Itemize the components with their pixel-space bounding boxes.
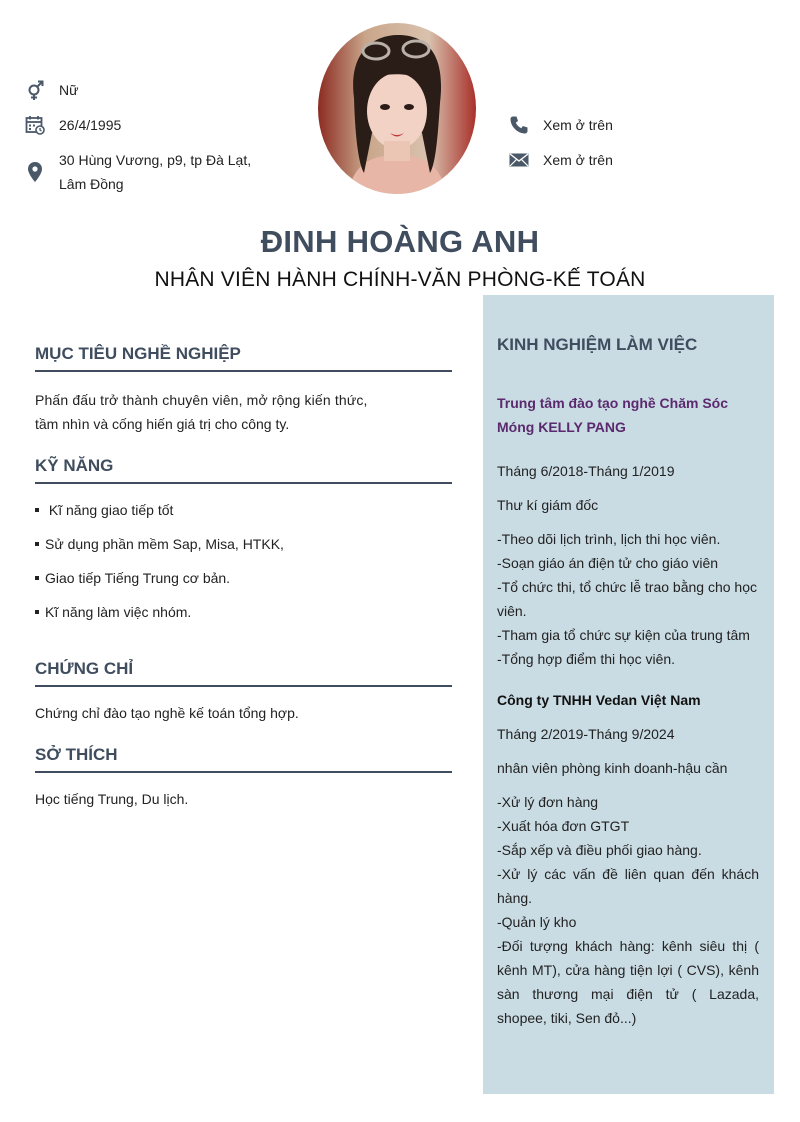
duty-item: -Xử lý các vấn đề liên quan đến khách hàng. bbox=[497, 866, 759, 906]
envelope-icon bbox=[508, 148, 530, 172]
calendar-icon bbox=[24, 113, 46, 137]
gender-value: Nữ bbox=[59, 82, 79, 98]
job-period: Tháng 6/2018-Tháng 1/2019 bbox=[497, 463, 675, 479]
bullet-icon bbox=[35, 576, 39, 580]
email-value: Xem ở trên bbox=[543, 152, 613, 168]
duty-item: -Soạn giáo án điện tử cho giáo viên bbox=[497, 555, 719, 571]
company-name: Trung tâm đào tạo nghề Chăm Sóc Móng KELLY PANG bbox=[497, 395, 729, 435]
address-value: 30 Hùng Vương, p9, tp Đà Lạt, Lâm Đồng bbox=[59, 152, 252, 192]
hobbies-heading: SỞ THÍCH bbox=[35, 745, 452, 773]
job-title: NHÂN VIÊN HÀNH CHÍNH-VĂN PHÒNG-KẾ TOÁN bbox=[154, 268, 646, 291]
skill-item: Giao tiếp Tiếng Trung cơ bản. bbox=[35, 566, 230, 590]
birthday-row bbox=[24, 113, 121, 137]
birthday-value: 26/4/1995 bbox=[59, 117, 122, 133]
gender-row bbox=[24, 78, 78, 102]
duty-item: -Xử lý đơn hàng bbox=[497, 794, 599, 810]
phone-value: Xem ở trên bbox=[543, 117, 613, 133]
certificates-text: Chứng chỉ đào tạo nghề kế toán tổng hợp. bbox=[35, 705, 299, 721]
skill-item: Kĩ năng làm việc nhóm. bbox=[35, 600, 191, 624]
duty-item: -Tổ chức thi, tổ chức lễ trao bằng cho học viên. bbox=[497, 579, 757, 619]
job-position: nhân viên phòng kinh doanh-hậu cần bbox=[497, 760, 728, 776]
skill-item: Kĩ năng giao tiếp tốt bbox=[35, 498, 173, 522]
objective-text bbox=[35, 388, 368, 436]
experience-heading: KINH NGHIỆM LÀM VIỆC bbox=[497, 335, 698, 354]
objective-heading: MỤC TIÊU NGHỀ NGHIỆP bbox=[35, 344, 452, 372]
job-position: Thư kí giám đốc bbox=[497, 497, 599, 513]
job-duties bbox=[497, 527, 759, 671]
location-pin-icon bbox=[24, 148, 46, 196]
company-name: Công ty TNHH Vedan Việt Nam bbox=[497, 692, 701, 708]
hobbies-text: Học tiếng Trung, Du lịch. bbox=[35, 791, 189, 807]
duty-item: -Xuất hóa đơn GTGT bbox=[497, 818, 630, 834]
duty-item: -Tổng hợp điểm thi học viên. bbox=[497, 651, 676, 667]
objective-line-1: Phấn đấu trở thành chuyên viên, mở rộng kiến thức, bbox=[35, 392, 368, 408]
duty-item: -Tham gia tổ chức sự kiện của trung tâm bbox=[497, 627, 750, 643]
gender-icon bbox=[24, 78, 46, 102]
job-period: Tháng 2/2019-Tháng 9/2024 bbox=[497, 726, 675, 742]
address-row bbox=[24, 148, 284, 196]
avatar bbox=[318, 23, 476, 194]
candidate-name: ĐINH HOÀNG ANH bbox=[260, 224, 540, 259]
skill-item: Sử dụng phần mềm Sap, Misa, HTKK, bbox=[35, 532, 284, 556]
job-duties bbox=[497, 790, 759, 1030]
bullet-icon bbox=[35, 508, 39, 512]
bullet-icon bbox=[35, 542, 39, 546]
duty-item: -Đối tượng khách hàng: kênh siêu thị ( kênh MT), cửa hàng tiện lợi ( CVS), kênh sàn thương mại điện tử ( Lazada, shopee, tiki, Sen đỏ...) bbox=[497, 938, 759, 1026]
phone-icon bbox=[508, 113, 530, 137]
certificates-heading: CHỨNG CHỈ bbox=[35, 659, 452, 687]
duty-item: -Sắp xếp và điều phối giao hàng. bbox=[497, 842, 702, 858]
duty-item: -Theo dõi lịch trình, lịch thi học viên. bbox=[497, 531, 721, 547]
skills-heading: KỸ NĂNG bbox=[35, 456, 452, 484]
objective-line-2: tầm nhìn và cống hiến giá trị cho công ty. bbox=[35, 416, 290, 432]
bullet-icon bbox=[35, 610, 39, 614]
email-row bbox=[508, 148, 613, 172]
duty-item: -Quản lý kho bbox=[497, 914, 577, 930]
phone-row bbox=[508, 113, 613, 137]
